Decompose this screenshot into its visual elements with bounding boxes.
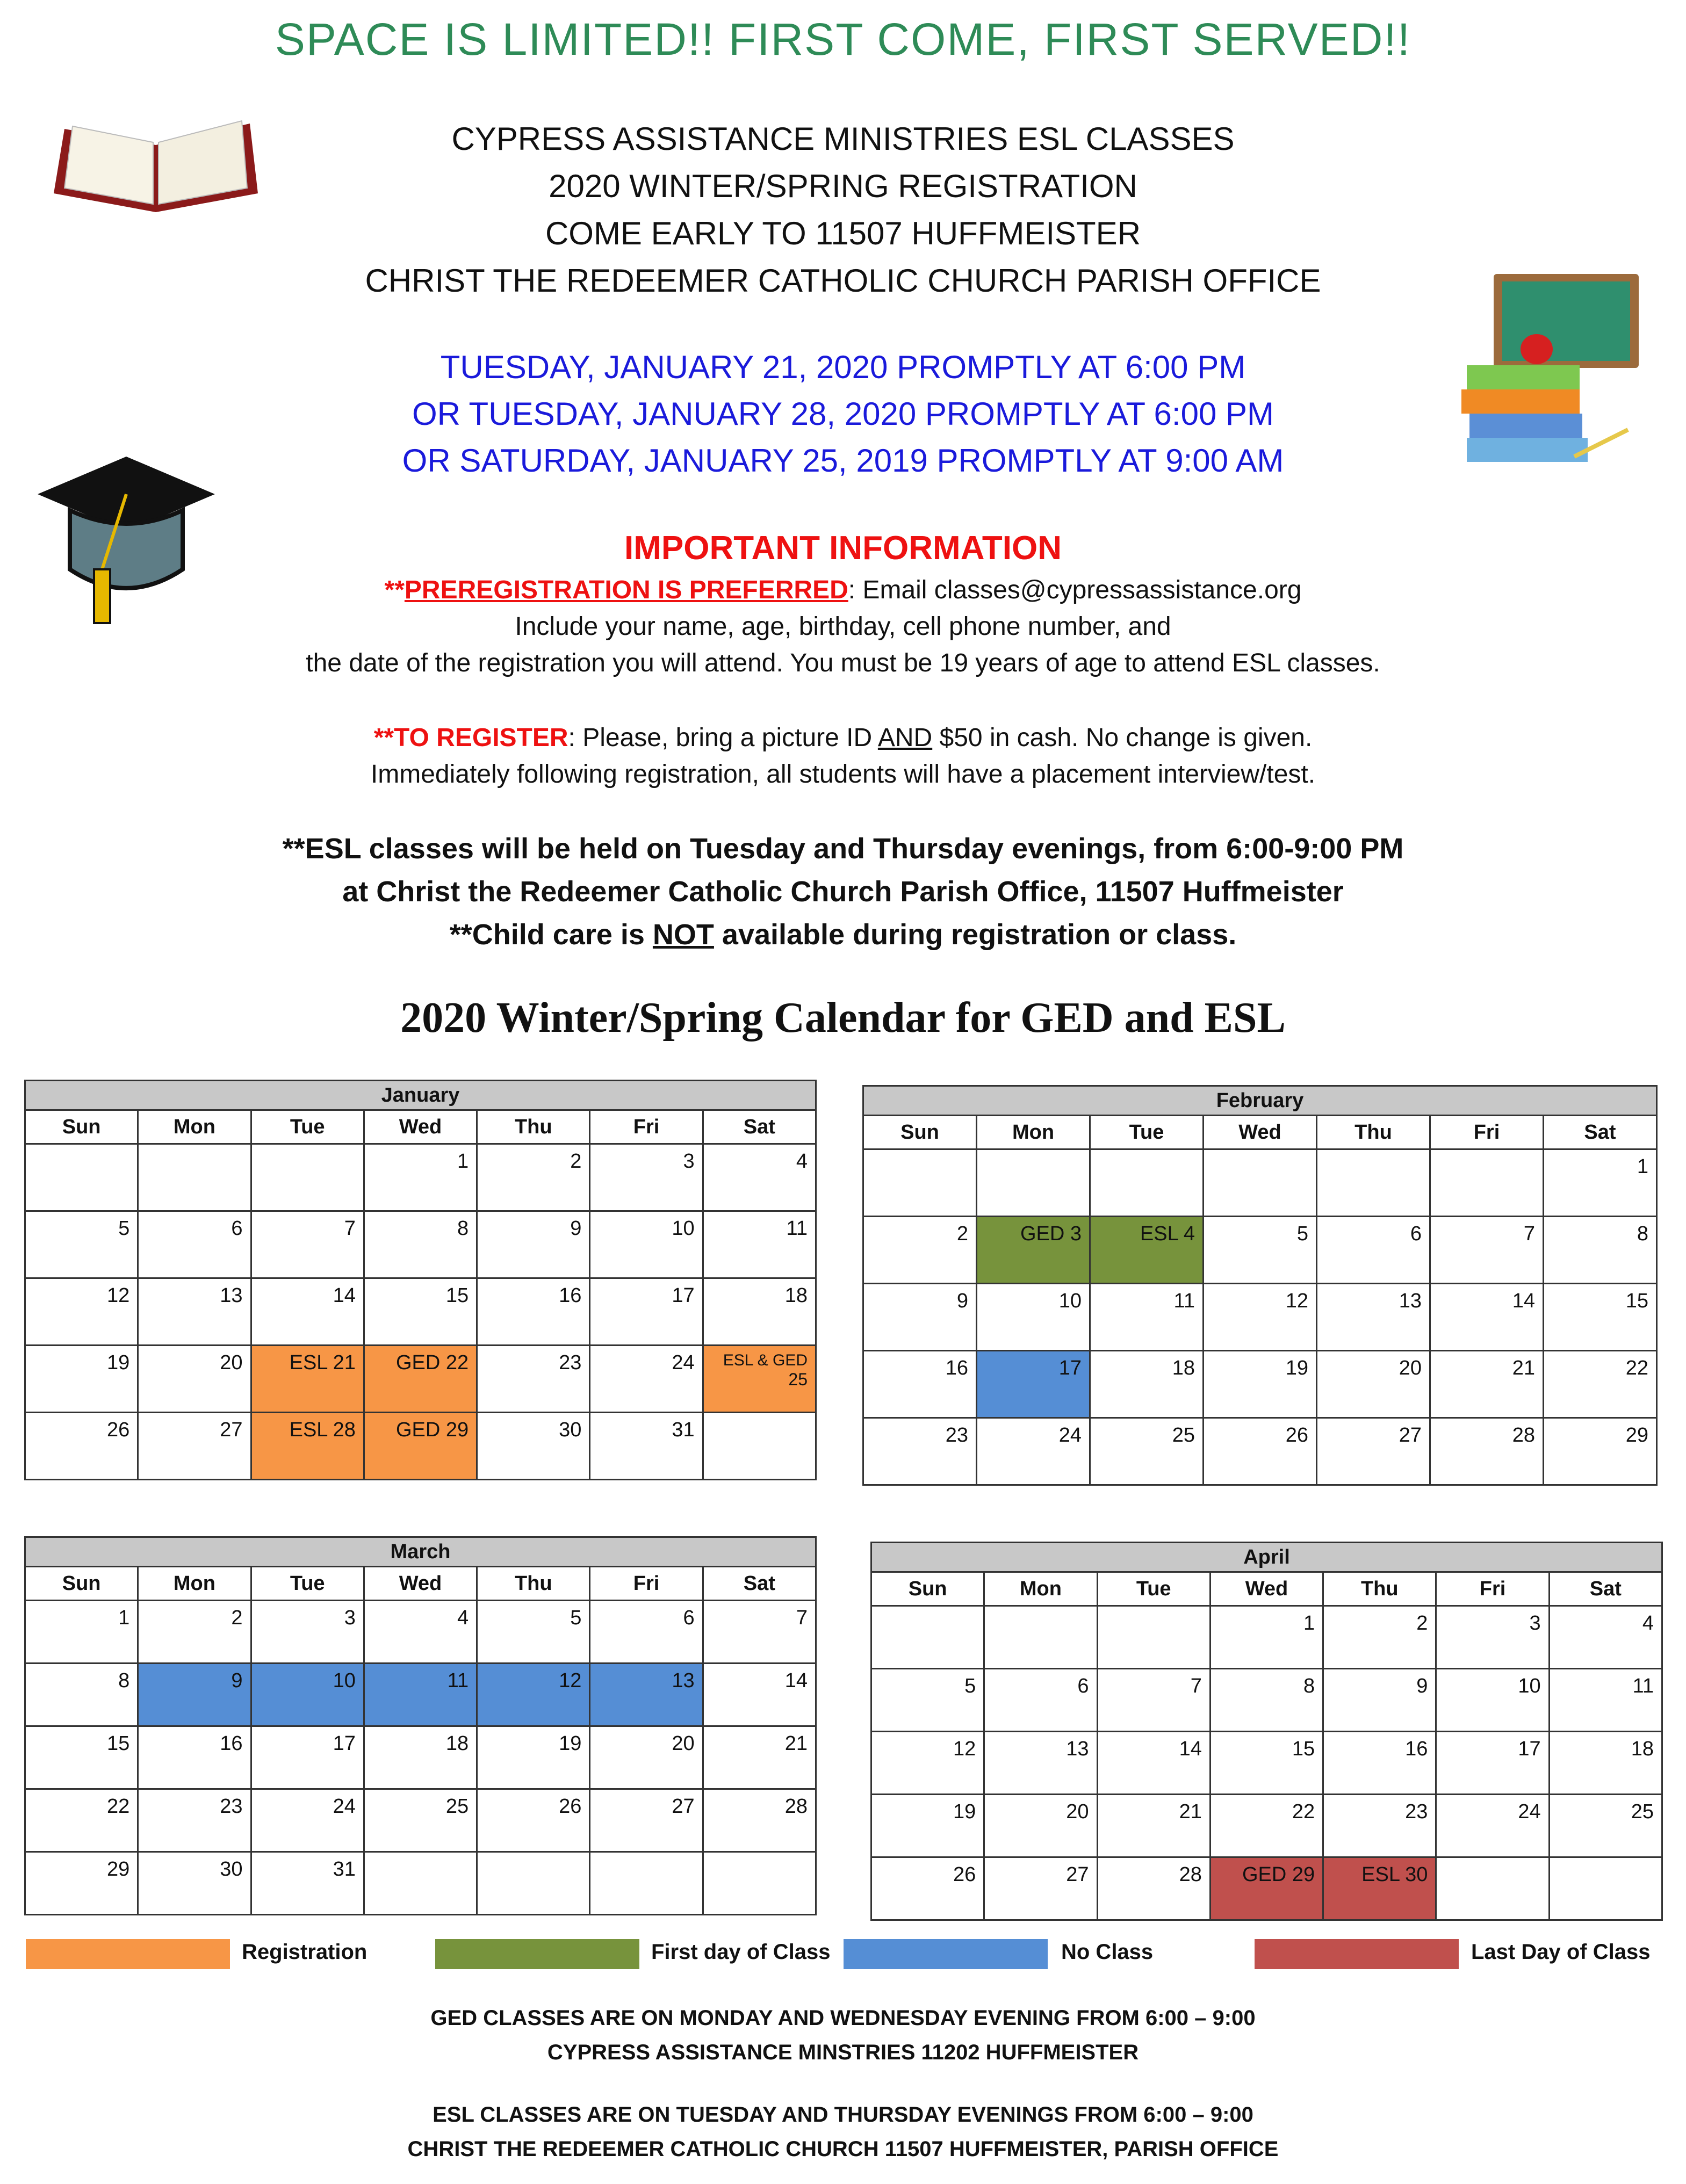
day-cell: 12 [477,1664,590,1726]
register-block [0,720,1686,793]
day-cell: 18 [1549,1732,1662,1795]
legend-label-first-day: First day of Class [651,1940,831,1964]
important-info-title: IMPORTANT INFORMATION [624,530,1062,567]
day-cell: 2 [477,1144,590,1211]
week-row [871,1669,1662,1732]
day-cell: 27 [590,1789,703,1852]
empty-day-cell [1090,1149,1204,1217]
day-cell: 26 [25,1413,138,1480]
prereg-line [0,572,1686,609]
day-cell: 28 [1097,1857,1210,1920]
day-cell: 1 [1210,1606,1323,1669]
weekday-header: Sun [863,1116,977,1149]
week-row [871,1795,1662,1857]
day-cell: 19 [477,1726,590,1789]
week-row [25,1726,816,1789]
not-emphasis: NOT [652,919,714,951]
day-cell: 3 [251,1601,364,1664]
weekday-header: Sat [703,1110,816,1144]
weekday-header: Thu [477,1567,590,1601]
day-cell: 23 [1323,1795,1436,1857]
legend-swatch-registration [26,1939,230,1969]
info-line: the date of the registration you will attend. You must be 19 years of age to attend ESL classes. [306,649,1380,677]
calendar-february [862,1085,1658,1486]
schedule-line: **ESL classes will be held on Tuesday and Thursday evenings, from 6:00-9:00 PM [282,833,1404,865]
day-cell: 26 [477,1789,590,1852]
week-row [25,1789,816,1852]
month-header: April [871,1543,1662,1572]
day-cell: 14 [251,1278,364,1346]
day-cell: 19 [871,1795,984,1857]
weekday-header: Sun [871,1572,984,1606]
week-row [25,1601,816,1664]
day-cell: GED 29 [364,1413,477,1480]
day-cell: 20 [138,1346,251,1413]
day-cell: 18 [703,1278,816,1346]
weekday-header: Tue [251,1567,364,1601]
prereg-prefix: ** [384,576,405,604]
week-row [25,1346,816,1413]
day-cell: 8 [1544,1217,1657,1284]
day-cell: 7 [703,1601,816,1664]
header-line: COME EARLY TO 11507 HUFFMEISTER [545,215,1141,251]
day-cell: 11 [1090,1284,1204,1351]
empty-day-cell [703,1852,816,1915]
day-cell: 26 [1204,1418,1317,1485]
day-cell: 9 [477,1211,590,1278]
day-cell: 9 [1323,1669,1436,1732]
day-cell: 10 [1436,1669,1549,1732]
day-cell: 19 [1204,1351,1317,1418]
header-line: CYPRESS ASSISTANCE MINISTRIES ESL CLASSES [451,121,1235,157]
weekday-header: Wed [364,1567,477,1601]
empty-day-cell [984,1606,1097,1669]
day-cell: 24 [977,1418,1090,1485]
day-cell: 29 [25,1852,138,1915]
day-cell: 13 [984,1732,1097,1795]
day-cell: 13 [590,1664,703,1726]
day-cell: 8 [1210,1669,1323,1732]
weekday-header: Mon [138,1110,251,1144]
day-cell: 5 [871,1669,984,1732]
day-cell: 15 [25,1726,138,1789]
day-cell: 9 [138,1664,251,1726]
info-line: Include your name, age, birthday, cell phone number, and [515,612,1171,641]
day-cell: 20 [1317,1351,1430,1418]
day-cell: 5 [477,1601,590,1664]
day-cell: 17 [251,1726,364,1789]
calendar-title: 2020 Winter/Spring Calendar for GED and ESL [400,994,1286,1042]
weekday-header: Tue [1090,1116,1204,1149]
empty-day-cell [251,1144,364,1211]
day-cell: 2 [138,1601,251,1664]
day-cell: GED 29 [1210,1857,1323,1920]
empty-day-cell [1436,1857,1549,1920]
empty-day-cell [364,1852,477,1915]
class-schedule-block [0,827,1686,956]
day-cell: 3 [1436,1606,1549,1669]
day-cell: 25 [1090,1418,1204,1485]
day-cell: 24 [1436,1795,1549,1857]
day-cell: 5 [1204,1217,1317,1284]
day-cell: 4 [364,1601,477,1664]
day-cell: 24 [251,1789,364,1852]
footer-line: ESL CLASSES ARE ON TUESDAY AND THURSDAY EVENINGS FROM 6:00 – 9:00 [433,2103,1253,2127]
day-cell: 14 [703,1664,816,1726]
empty-day-cell [863,1149,977,1217]
week-row [863,1418,1657,1485]
register-text: $50 in cash. No change is given. [932,724,1313,752]
day-cell: ESL 28 [251,1413,364,1480]
empty-day-cell [977,1149,1090,1217]
registration-date: OR TUESDAY, JANUARY 28, 2020 PROMPTLY AT 6:00 PM [412,396,1274,432]
register-label: **TO REGISTER [373,724,568,752]
header-line: CHRIST THE REDEEMER CATHOLIC CHURCH PARISH OFFICE [365,263,1321,299]
day-cell: 4 [1549,1606,1662,1669]
day-cell: 24 [590,1346,703,1413]
empty-day-cell [25,1144,138,1211]
day-cell: 27 [138,1413,251,1480]
day-cell: 14 [1097,1732,1210,1795]
weekday-header: Sat [1549,1572,1662,1606]
day-cell: 26 [871,1857,984,1920]
day-cell: 12 [25,1278,138,1346]
day-cell: 11 [364,1664,477,1726]
day-cell: 21 [1097,1795,1210,1857]
day-cell: 30 [477,1413,590,1480]
week-row [863,1351,1657,1418]
day-cell: 25 [1549,1795,1662,1857]
info-line: Immediately following registration, all students will have a placement interview/test. [370,760,1316,789]
prereg-text: : Email classes@cypressassistance.org [848,576,1302,604]
day-cell: 30 [138,1852,251,1915]
important-info-body [0,572,1686,682]
legend-label-registration: Registration [242,1940,368,1964]
day-cell: 13 [1317,1284,1430,1351]
day-cell: 16 [1323,1732,1436,1795]
day-cell: 11 [703,1211,816,1278]
weekday-header: Wed [364,1110,477,1144]
day-cell: 10 [590,1211,703,1278]
day-cell: 4 [703,1144,816,1211]
week-row [25,1664,816,1726]
esl-footer [0,2098,1686,2166]
day-cell: 5 [25,1211,138,1278]
day-cell: 6 [1317,1217,1430,1284]
day-cell: 7 [251,1211,364,1278]
day-cell: 10 [251,1664,364,1726]
day-cell: 16 [138,1726,251,1789]
legend-label-last-day: Last Day of Class [1471,1940,1651,1964]
prereg-label: PREREGISTRATION IS PREFERRED [404,576,848,604]
weekday-header: Tue [1097,1572,1210,1606]
month-header: March [25,1537,816,1567]
week-row [871,1857,1662,1920]
day-cell: 20 [590,1726,703,1789]
day-cell: 23 [138,1789,251,1852]
day-cell: ESL 21 [251,1346,364,1413]
day-cell: ESL 30 [1323,1857,1436,1920]
day-cell: 6 [138,1211,251,1278]
day-cell: 6 [590,1601,703,1664]
weekday-header: Sun [25,1567,138,1601]
calendar-april [870,1542,1663,1921]
register-and: AND [877,724,933,752]
day-cell: 2 [863,1217,977,1284]
weekday-header: Mon [984,1572,1097,1606]
empty-day-cell [138,1144,251,1211]
day-cell: 27 [1317,1418,1430,1485]
empty-day-cell [703,1413,816,1480]
registration-dates [0,344,1686,484]
footer-line: GED CLASSES ARE ON MONDAY AND WEDNESDAY EVENING FROM 6:00 – 9:00 [430,2006,1256,2030]
day-cell: 15 [1544,1284,1657,1351]
legend-label-no-class: No Class [1061,1940,1154,1964]
day-cell: 25 [364,1789,477,1852]
weekday-header: Sat [1544,1116,1657,1149]
calendar-january [24,1080,817,1480]
day-cell: 27 [984,1857,1097,1920]
week-row [25,1144,816,1211]
day-cell: 8 [364,1211,477,1278]
day-cell: 2 [1323,1606,1436,1669]
day-cell: 1 [1544,1149,1657,1217]
day-cell: 17 [1436,1732,1549,1795]
day-cell: 16 [863,1351,977,1418]
day-cell: 1 [25,1601,138,1664]
day-cell: 1 [364,1144,477,1211]
childcare-line: **Child care is NOT available during registration or class. [449,919,1237,951]
week-row [25,1211,816,1278]
register-line [0,720,1686,756]
day-cell: 22 [1544,1351,1657,1418]
day-cell: 11 [1549,1669,1662,1732]
day-cell: 29 [1544,1418,1657,1485]
day-cell: 8 [25,1664,138,1726]
empty-day-cell [871,1606,984,1669]
day-cell: 31 [590,1413,703,1480]
day-cell: 20 [984,1795,1097,1857]
empty-day-cell [477,1852,590,1915]
day-cell: 22 [1210,1795,1323,1857]
day-cell: 17 [590,1278,703,1346]
empty-day-cell [1097,1606,1210,1669]
weekday-header: Tue [251,1110,364,1144]
day-cell: ESL & GED 25 [703,1346,816,1413]
footer-line: CYPRESS ASSISTANCE MINSTRIES 11202 HUFFMEISTER [547,2041,1139,2064]
day-cell: 23 [477,1346,590,1413]
week-row [863,1149,1657,1217]
day-cell: 6 [984,1669,1097,1732]
empty-day-cell [1549,1857,1662,1920]
week-row [25,1278,816,1346]
week-row [863,1284,1657,1351]
header-block [0,115,1686,305]
day-cell: 18 [1090,1351,1204,1418]
footer-line: CHRIST THE REDEEMER CATHOLIC CHURCH 11507 HUFFMEISTER, PARISH OFFICE [407,2137,1279,2161]
register-text: : Please, bring a picture ID [568,724,878,752]
calendar-march [24,1536,817,1915]
empty-day-cell [1430,1149,1544,1217]
banner-headline: SPACE IS LIMITED!! FIRST COME, FIRST SERVED!! [275,14,1411,64]
weekday-header: Fri [590,1567,703,1601]
day-cell: 19 [25,1346,138,1413]
day-cell: GED 22 [364,1346,477,1413]
weekday-header: Thu [477,1110,590,1144]
month-header: February [863,1086,1657,1116]
weekday-header: Wed [1204,1116,1317,1149]
schedule-line: at Christ the Redeemer Catholic Church Parish Office, 11507 Huffmeister [342,876,1344,908]
week-row [871,1732,1662,1795]
week-row [25,1413,816,1480]
day-cell: 22 [25,1789,138,1852]
day-cell: GED 3 [977,1217,1090,1284]
day-cell: 12 [871,1732,984,1795]
legend-swatch-first-day [435,1939,639,1969]
day-cell: 10 [977,1284,1090,1351]
empty-day-cell [1317,1149,1430,1217]
week-row [871,1606,1662,1669]
day-cell: 7 [1097,1669,1210,1732]
weekday-header: Sat [703,1567,816,1601]
day-cell: ESL 4 [1090,1217,1204,1284]
day-cell: 18 [364,1726,477,1789]
day-cell: 16 [477,1278,590,1346]
day-cell: 14 [1430,1284,1544,1351]
day-cell: 28 [1430,1418,1544,1485]
weekday-header: Fri [590,1110,703,1144]
month-header: January [25,1081,816,1110]
registration-date: OR SATURDAY, JANUARY 25, 2019 PROMPTLY AT 9:00 AM [402,443,1284,479]
day-cell: 15 [364,1278,477,1346]
weekday-header: Wed [1210,1572,1323,1606]
ged-footer [0,2001,1686,2070]
weekday-header: Fri [1436,1572,1549,1606]
weekday-header: Mon [977,1116,1090,1149]
weekday-header: Thu [1323,1572,1436,1606]
weekday-header: Fri [1430,1116,1544,1149]
day-cell: 12 [1204,1284,1317,1351]
day-cell: 31 [251,1852,364,1915]
day-cell: 28 [703,1789,816,1852]
empty-day-cell [1204,1149,1317,1217]
day-cell: 3 [590,1144,703,1211]
weekday-header: Sun [25,1110,138,1144]
day-cell: 15 [1210,1732,1323,1795]
week-row [25,1852,816,1915]
day-cell: 21 [703,1726,816,1789]
day-cell: 13 [138,1278,251,1346]
weekday-header: Thu [1317,1116,1430,1149]
legend-swatch-last-day [1255,1939,1459,1969]
header-line: 2020 WINTER/SPRING REGISTRATION [549,168,1137,204]
day-cell: 17 [977,1351,1090,1418]
registration-date: TUESDAY, JANUARY 21, 2020 PROMPTLY AT 6:00 PM [440,349,1246,385]
empty-day-cell [590,1852,703,1915]
legend-swatch-no-class [844,1939,1048,1969]
day-cell: 21 [1430,1351,1544,1418]
weekday-header: Mon [138,1567,251,1601]
day-cell: 23 [863,1418,977,1485]
day-cell: 7 [1430,1217,1544,1284]
week-row [863,1217,1657,1284]
day-cell: 9 [863,1284,977,1351]
